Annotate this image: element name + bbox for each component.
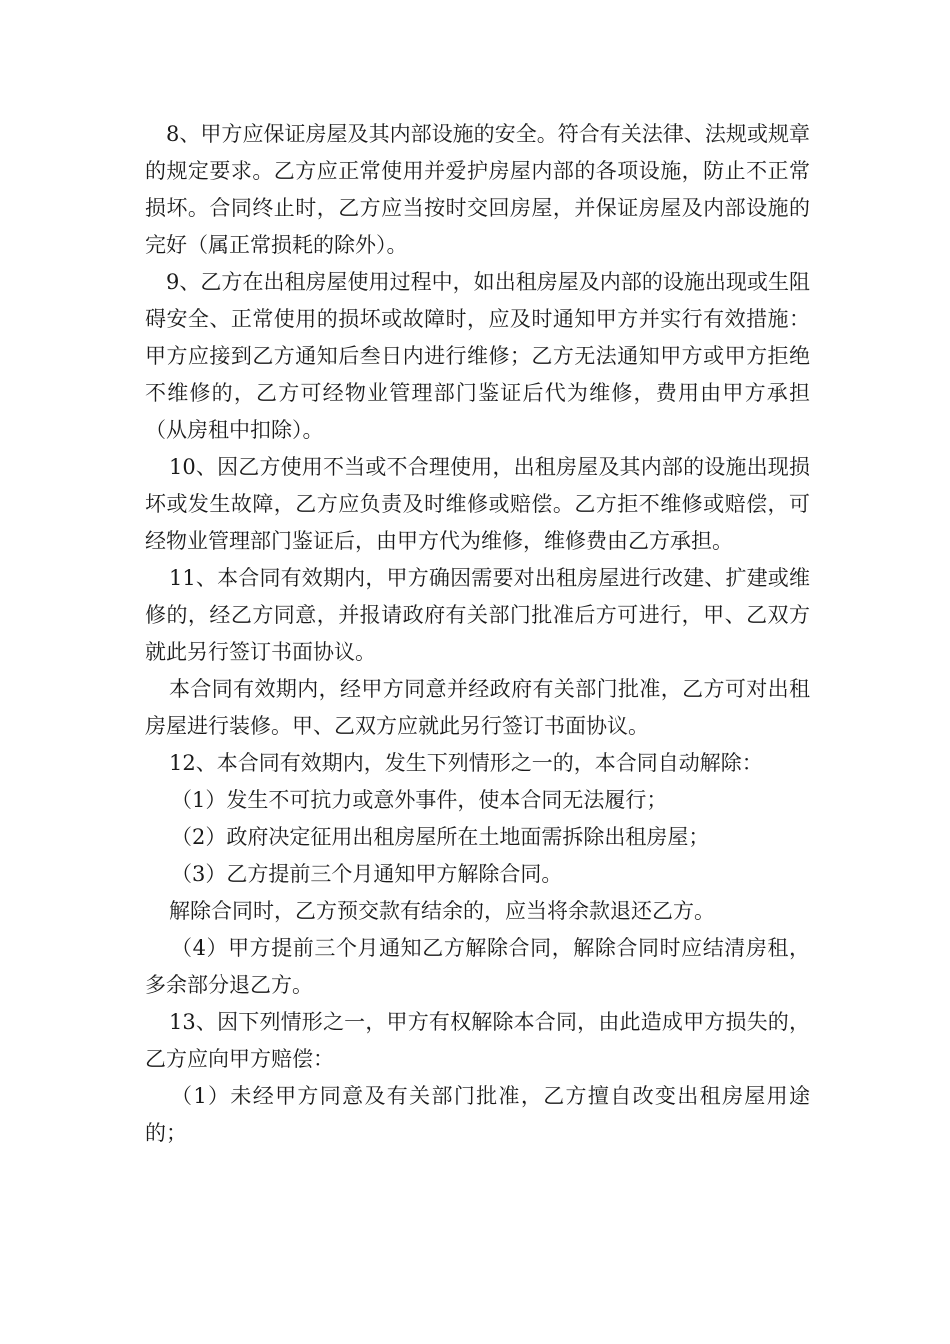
clause-13-item-1: （1）未经甲方同意及有关部门批准，乙方擅自改变出租房屋用途的； [145,1084,810,1145]
clause-10: 10、因乙方使用不当或不合理使用，出租房屋及其内部的设施出现损坏或发生故障，乙方应负责及时维修或赔偿。乙方拒不维修或赔偿，可经物业管理部门鉴证后，由甲方代为维修，维修费由乙方承担。 [145,455,810,553]
clause-11-renovation: 本合同有效期内，经甲方同意并经政府有关部门批准，乙方可对出租房屋进行装修。甲、乙双方应就此另行签订书面协议。 [145,677,810,738]
clause-13: 13、因下列情形之一，甲方有权解除本合同，由此造成甲方损失的，乙方应向甲方赔偿： [145,1010,810,1071]
clause-9: 9、乙方在出租房屋使用过程中，如出租房屋及内部的设施出现或生阻碍安全、正常使用的损坏或故障时，应及时通知甲方并实行有效措施：甲方应接到乙方通知后叁日内进行维修；乙方无法通知甲方或甲方拒绝不维修的，乙方可经物业管理部门鉴证后代为维修，费用由甲方承担（从房租中扣除）。 [145,270,810,442]
clause-12-item-3: （3）乙方提前三个月通知甲方解除合同。 [171,862,563,886]
clause-12-item-2: （2）政府决定征用出租房屋所在土地面需拆除出租房屋； [171,825,710,849]
clause-12-refund-note: 解除合同时，乙方预交款有结余的，应当将余款退还乙方。 [169,899,715,923]
document-body [145,116,810,1152]
clause-12-item-1: （1）发生不可抗力或意外事件，使本合同无法履行； [171,788,668,812]
clause-11: 11、本合同有效期内，甲方确因需要对出租房屋进行改建、扩建或维修的，经乙方同意，并报请政府有关部门批准后方可进行，甲、乙双方就此另行签订书面协议。 [145,566,810,664]
clause-8: 8、甲方应保证房屋及其内部设施的安全。符合有关法律、法规或规章的规定要求。乙方应正常使用并爱护房屋内部的各项设施，防止不正常损坏。合同终止时，乙方应当按时交回房屋，并保证房屋及内部设施的完好（属正常损耗的除外）。 [145,122,810,257]
clause-12: 12、本合同有效期内，发生下列情形之一的，本合同自动解除： [169,751,763,775]
clause-12-item-4: （4）甲方提前三个月通知乙方解除合同，解除合同时应结清房租，多余部分退乙方。 [145,936,810,997]
